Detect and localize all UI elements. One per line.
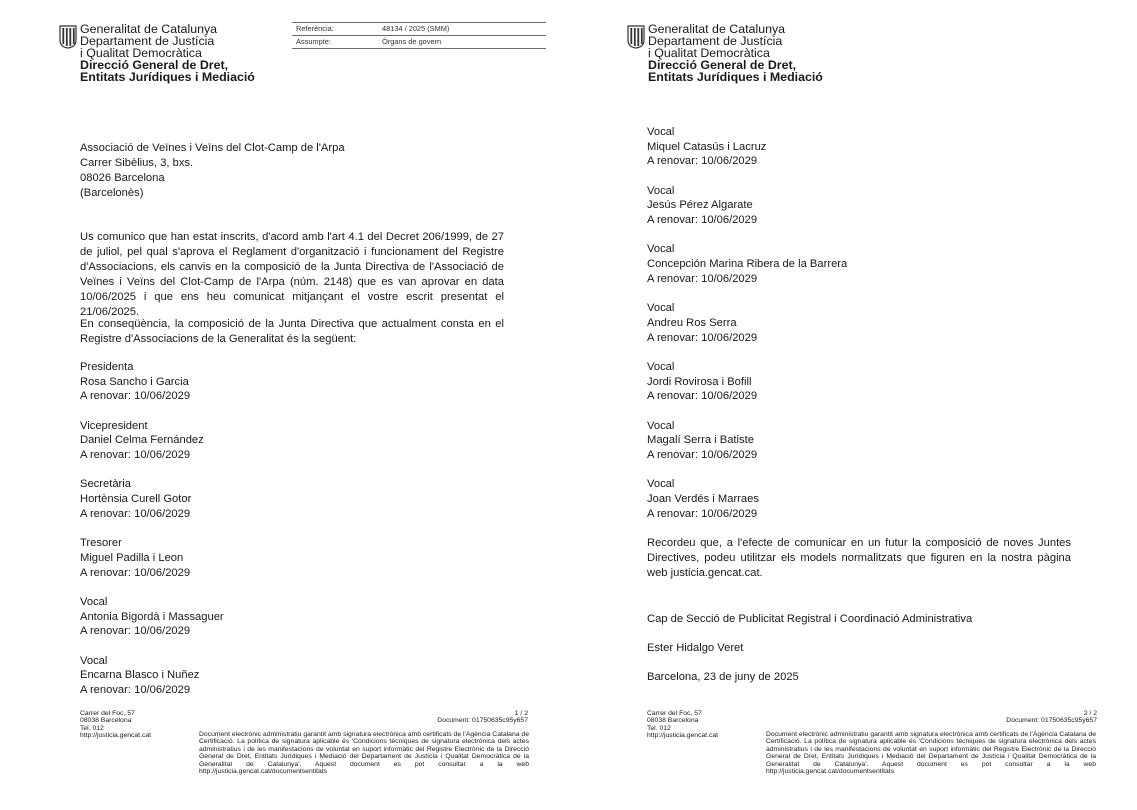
member-role: Presidenta	[80, 361, 134, 373]
document-id: Document: 01750635c95y657	[437, 717, 528, 725]
subject-value: Òrgans de govern	[382, 37, 442, 46]
board-member	[80, 477, 224, 521]
member-renewal: A renovar: 10/06/2029	[80, 507, 191, 520]
member-name: Antonia Bigordà i Massaguer	[80, 610, 224, 623]
member-renewal: A renovar: 10/06/2029	[647, 390, 758, 403]
generalitat-logo-icon	[627, 25, 645, 49]
document-id: Document: 01750635c95y657	[1006, 717, 1097, 725]
board-member	[80, 536, 224, 580]
board-member	[80, 360, 224, 404]
member-role: Vocal	[647, 419, 675, 432]
member-renewal: A renovar: 10/06/2029	[647, 155, 758, 168]
letterhead-line-1: Generalitat de Catalunya	[648, 22, 786, 36]
board-member	[647, 360, 847, 404]
member-role: Vicepresident	[80, 419, 148, 432]
member-name: Magalí Serra i Batiste	[647, 434, 754, 447]
intro-paragraph: Us comunico que han estat inscrits, d'acord amb l'art 4.1 del Decret 206/1999, de 27 de juliol, pel qual s'aprova el Reglament d'organització i funcionament del Registre d'Associacions, els canvis en la composició de la Junta Directiva de l'Associació de Veïnes i Veïns del Clot-Camp de l'Arpa (núm. 2148) que es van aprovar en data 10/06/2025 i que ens heu comunicat mitjançant el vostre escrit presentat el 21/06/2025.	[80, 231, 504, 318]
member-renewal: A renovar: 10/06/2029	[80, 683, 191, 696]
member-role: Secretària	[80, 478, 131, 491]
reference-value: 48134 / 2025 (SMM)	[382, 24, 450, 33]
footer-street: Carrer del Foc, 57	[647, 710, 702, 717]
member-name: Daniel Celma Fernández	[80, 434, 204, 447]
footer-city: 08038 Barcelona	[80, 717, 132, 725]
member-name: Jordi Rovirosa i Bofill	[647, 375, 752, 388]
footer-street: Carrer del Foc, 57	[80, 710, 135, 717]
member-name: Andreu Ros Serra	[647, 316, 737, 329]
recipient-address	[80, 141, 345, 201]
member-role: Vocal	[80, 595, 108, 608]
reference-row	[292, 22, 546, 36]
document-page-1	[0, 0, 568, 810]
member-name: Concepción Marina Ribera de la Barrera	[647, 258, 848, 271]
board-members-list	[80, 360, 224, 712]
letterhead-line-4: Direcció General de Dret,	[80, 58, 229, 72]
member-name: Encarna Blasco i Nuñez	[80, 669, 200, 682]
consequence-paragraph: En conseqüència, la composició de la Junta Directiva que actualment consta en el Registre d'Associacions de la Generalitat és la següent:	[80, 318, 504, 345]
member-renewal: A renovar: 10/06/2029	[80, 390, 191, 403]
member-role: Vocal	[80, 654, 108, 667]
generalitat-logo-icon	[59, 25, 77, 49]
reminder-paragraph: Recordeu que, a l'efecte de comunicar en un futur la composició de noves Juntes Directives, podeu utilitzar els models normalitzats que figuren en la nostra pàgina web justicia.gencat.cat.	[647, 537, 1071, 579]
member-renewal: A renovar: 10/06/2029	[647, 331, 758, 344]
footer-signature-note: Document electrònic administratiu garantit amb signatura electrònica amb certificats de l'Agència Catalana de Certificació. La política de signatura aplicable és 'Condicions tècniques de signatura electrònica dels actes administratius i de les manifestacions de voluntat en suport informàtic del Registre Electrònic de la Direcció General de Dret, Entitats Jurídiques i Mediació del Departament de Justícia i Qualitat Democràtica de la Generalitat de Catalunya'. Aquest document es pot consultar a la web http://justicia.gencat.cat/documentsentitats	[766, 731, 1096, 776]
board-member	[647, 477, 847, 521]
letterhead	[648, 23, 823, 83]
letterhead-line-5: Entitats Jurídiques i Mediació	[648, 70, 823, 84]
member-renewal: A renovar: 10/06/2029	[80, 449, 191, 462]
footer-address	[80, 710, 151, 740]
member-renewal: A renovar: 10/06/2029	[647, 272, 758, 285]
member-renewal: A renovar: 10/06/2029	[647, 448, 758, 461]
member-name: Rosa Sancho i Garcia	[80, 375, 189, 388]
footer-address	[647, 710, 718, 740]
letterhead-line-2: Departament de Justícia	[80, 34, 215, 48]
board-member	[647, 125, 847, 169]
footer-phone: Tel. 012	[647, 724, 671, 732]
member-role: Tresorer	[80, 537, 122, 550]
footer-website-link[interactable]: http://justicia.gencat.cat	[647, 732, 719, 740]
document-page-2	[568, 0, 1136, 810]
member-renewal: A renovar: 10/06/2029	[647, 214, 758, 227]
member-name: Jesús Pérez Algarate	[647, 199, 753, 212]
member-renewal: A renovar: 10/06/2029	[647, 507, 758, 520]
footer-city: 08038 Barcelona	[647, 717, 699, 725]
board-member	[647, 419, 847, 463]
member-name: Hortènsia Curell Gotor	[80, 493, 192, 506]
letterhead-line-3: i Qualitat Democràtica	[648, 46, 770, 60]
recipient-name: Associació de Veïnes i Veïns del Clot-Camp de l'Arpa	[80, 142, 345, 154]
page-number: 2 / 2	[1083, 710, 1097, 717]
board-member	[647, 301, 847, 345]
signer-position: Cap de Secció de Publicitat Registral i Coordinació Administrativa	[647, 613, 973, 625]
subject-row	[292, 36, 546, 49]
member-role: Vocal	[647, 126, 675, 138]
board-member	[647, 242, 847, 286]
footer-website-link[interactable]: http://justicia.gencat.cat	[80, 732, 152, 740]
reference-label: Referència:	[296, 24, 334, 33]
page-number: 1 / 2	[514, 710, 528, 717]
board-members-list	[647, 125, 847, 536]
member-role: Vocal	[647, 184, 675, 197]
letterhead-line-2: Departament de Justícia	[648, 34, 783, 48]
footer-page-info	[437, 710, 528, 725]
subject-label: Assumpte:	[296, 37, 331, 46]
board-member	[80, 419, 224, 463]
member-name: Miquel Catasús i Lacruz	[647, 140, 767, 153]
member-renewal: A renovar: 10/06/2029	[80, 625, 191, 638]
footer-signature-note: Document electrònic administratiu garantit amb signatura electrònica amb certificats de l'Agència Catalana de Certificació. La política de signatura aplicable és 'Condicions tècniques de signatura electrònica dels actes administratius i de les manifestacions de voluntat en suport informàtic del Registre Electrònic de la Direcció General de Dret, Entitats Jurídiques i Mediació del Departament de Justícia i Qualitat Democràtica de la Generalitat de Catalunya'. Aquest document es pot consultar a la web http://justicia.gencat.cat/documentsentitats	[199, 731, 529, 776]
recipient-street: Carrer Sibèlius, 3, bxs.	[80, 157, 194, 169]
footer-page-info	[1006, 710, 1097, 725]
signature-date: Barcelona, 23 de juny de 2025	[647, 671, 799, 683]
letterhead-line-3: i Qualitat Democràtica	[80, 46, 202, 60]
letterhead-line-1: Generalitat de Catalunya	[80, 22, 218, 36]
reference-box	[292, 22, 546, 49]
member-renewal: A renovar: 10/06/2029	[80, 566, 191, 579]
letterhead-line-5: Entitats Jurídiques i Mediació	[80, 70, 255, 84]
board-member	[647, 184, 847, 228]
footer-phone: Tel. 012	[80, 724, 104, 732]
recipient-region: (Barcelonès)	[80, 187, 144, 199]
member-role: Vocal	[647, 302, 675, 315]
letterhead-line-4: Direcció General de Dret,	[648, 58, 797, 72]
board-member	[80, 654, 224, 698]
board-member	[80, 595, 224, 639]
member-name: Miguel Padilla i Leon	[80, 551, 184, 564]
member-name: Joan Verdés i Marraes	[647, 492, 759, 505]
member-role: Vocal	[647, 360, 675, 373]
signer-name: Ester Hidalgo Veret	[647, 642, 744, 654]
member-role: Vocal	[647, 243, 675, 256]
member-role: Vocal	[647, 478, 675, 491]
recipient-city: 08026 Barcelona	[80, 172, 165, 184]
letterhead	[80, 23, 255, 83]
